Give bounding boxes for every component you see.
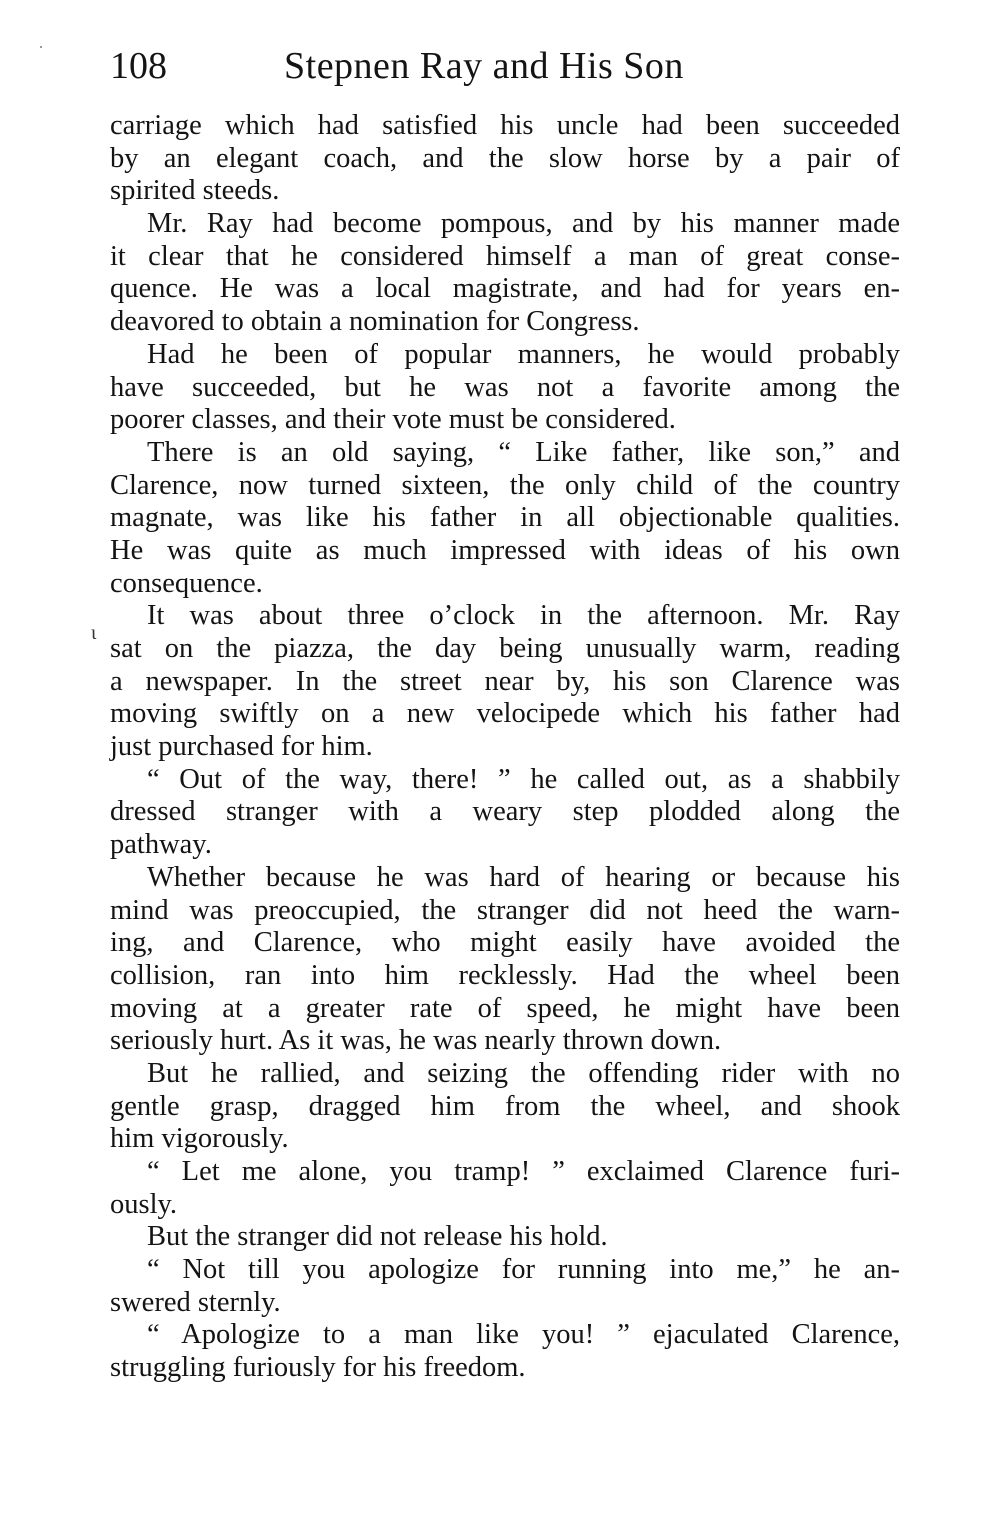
text-line: “ Out of the way, there! ” he called out, as a shabbily — [147, 763, 900, 795]
text-line: carriage which had satisfied his uncle had been succeeded — [110, 110, 900, 141]
scan-speck — [40, 46, 42, 48]
margin-mark: ι — [91, 622, 97, 644]
text-line: ously. — [110, 1188, 178, 1220]
text-line: spirited steeds. — [110, 175, 280, 207]
text-line: swered sternly. — [110, 1286, 281, 1318]
text-line: a newspaper. In the street near by, his son Clarence was — [110, 665, 900, 697]
text-line: pathway. — [110, 829, 212, 861]
text-line: There is an old saying, “ Like father, like son,” and — [147, 436, 900, 468]
text-line: gentle grasp, dragged him from the wheel, and shook — [110, 1090, 900, 1122]
running-title: Stepnen Ray and His Son — [284, 45, 684, 87]
text-line: sat on the piazza, the day being unusually warm, reading — [110, 633, 900, 664]
text-line: deavored to obtain a nomination for Congress. — [110, 306, 640, 338]
text-line: Had he been of popular manners, he would probably — [147, 338, 900, 370]
text-line: consequence. — [110, 567, 263, 599]
text-line: have succeeded, but he was not a favorite among the — [110, 371, 900, 403]
text-line: him vigorously. — [110, 1123, 289, 1155]
text-line: Whether because he was hard of hearing or because his — [147, 861, 900, 893]
text-line: by an elegant coach, and the slow horse by a pair of — [110, 142, 900, 174]
text-line: collision, ran into him recklessly. Had the wheel been — [110, 959, 900, 991]
text-line: poorer classes, and their vote must be considered. — [110, 404, 676, 436]
text-line: moving at a greater rate of speed, he might have been — [110, 992, 900, 1024]
text-line: struggling furiously for his freedom. — [110, 1352, 526, 1384]
text-line: But he rallied, and seizing the offending rider with no — [147, 1057, 900, 1089]
text-line: mind was preoccupied, the stranger did not heed the warn- — [110, 894, 900, 926]
text-line: ing, and Clarence, who might easily have avoided the — [110, 927, 900, 959]
text-line: “ Let me alone, you tramp! ” exclaimed Clarence furi- — [147, 1156, 900, 1187]
text-line: dressed stranger with a weary step plodded along the — [110, 796, 900, 828]
text-line: magnate, was like his father in all objectionable qualities. — [110, 502, 900, 534]
page-header — [110, 44, 900, 90]
body-text — [110, 110, 900, 1385]
text-line: He was quite as much impressed with ideas of his own — [110, 534, 900, 566]
page-number: 108 — [110, 45, 167, 87]
text-line: “ Apologize to a man like you! ” ejaculated Clarence, — [147, 1319, 900, 1351]
text-line: “ Not till you apologize for running into me,” he an- — [147, 1254, 900, 1286]
text-line: It was about three o’clock in the afternoon. Mr. Ray — [147, 600, 900, 632]
text-line: Mr. Ray had become pompous, and by his manner made — [147, 208, 900, 240]
text-line: it clear that he considered himself a man of great conse- — [110, 240, 900, 272]
text-line: Clarence, now turned sixteen, the only child of the country — [110, 469, 900, 501]
text-line: quence. He was a local magistrate, and had for years en- — [110, 273, 900, 305]
text-line: just purchased for him. — [110, 731, 373, 763]
text-line: seriously hurt. As it was, he was nearly thrown down. — [110, 1025, 722, 1057]
text-line: But the stranger did not release his hold. — [147, 1221, 608, 1253]
text-line: moving swiftly on a new velocipede which his father had — [110, 698, 900, 730]
